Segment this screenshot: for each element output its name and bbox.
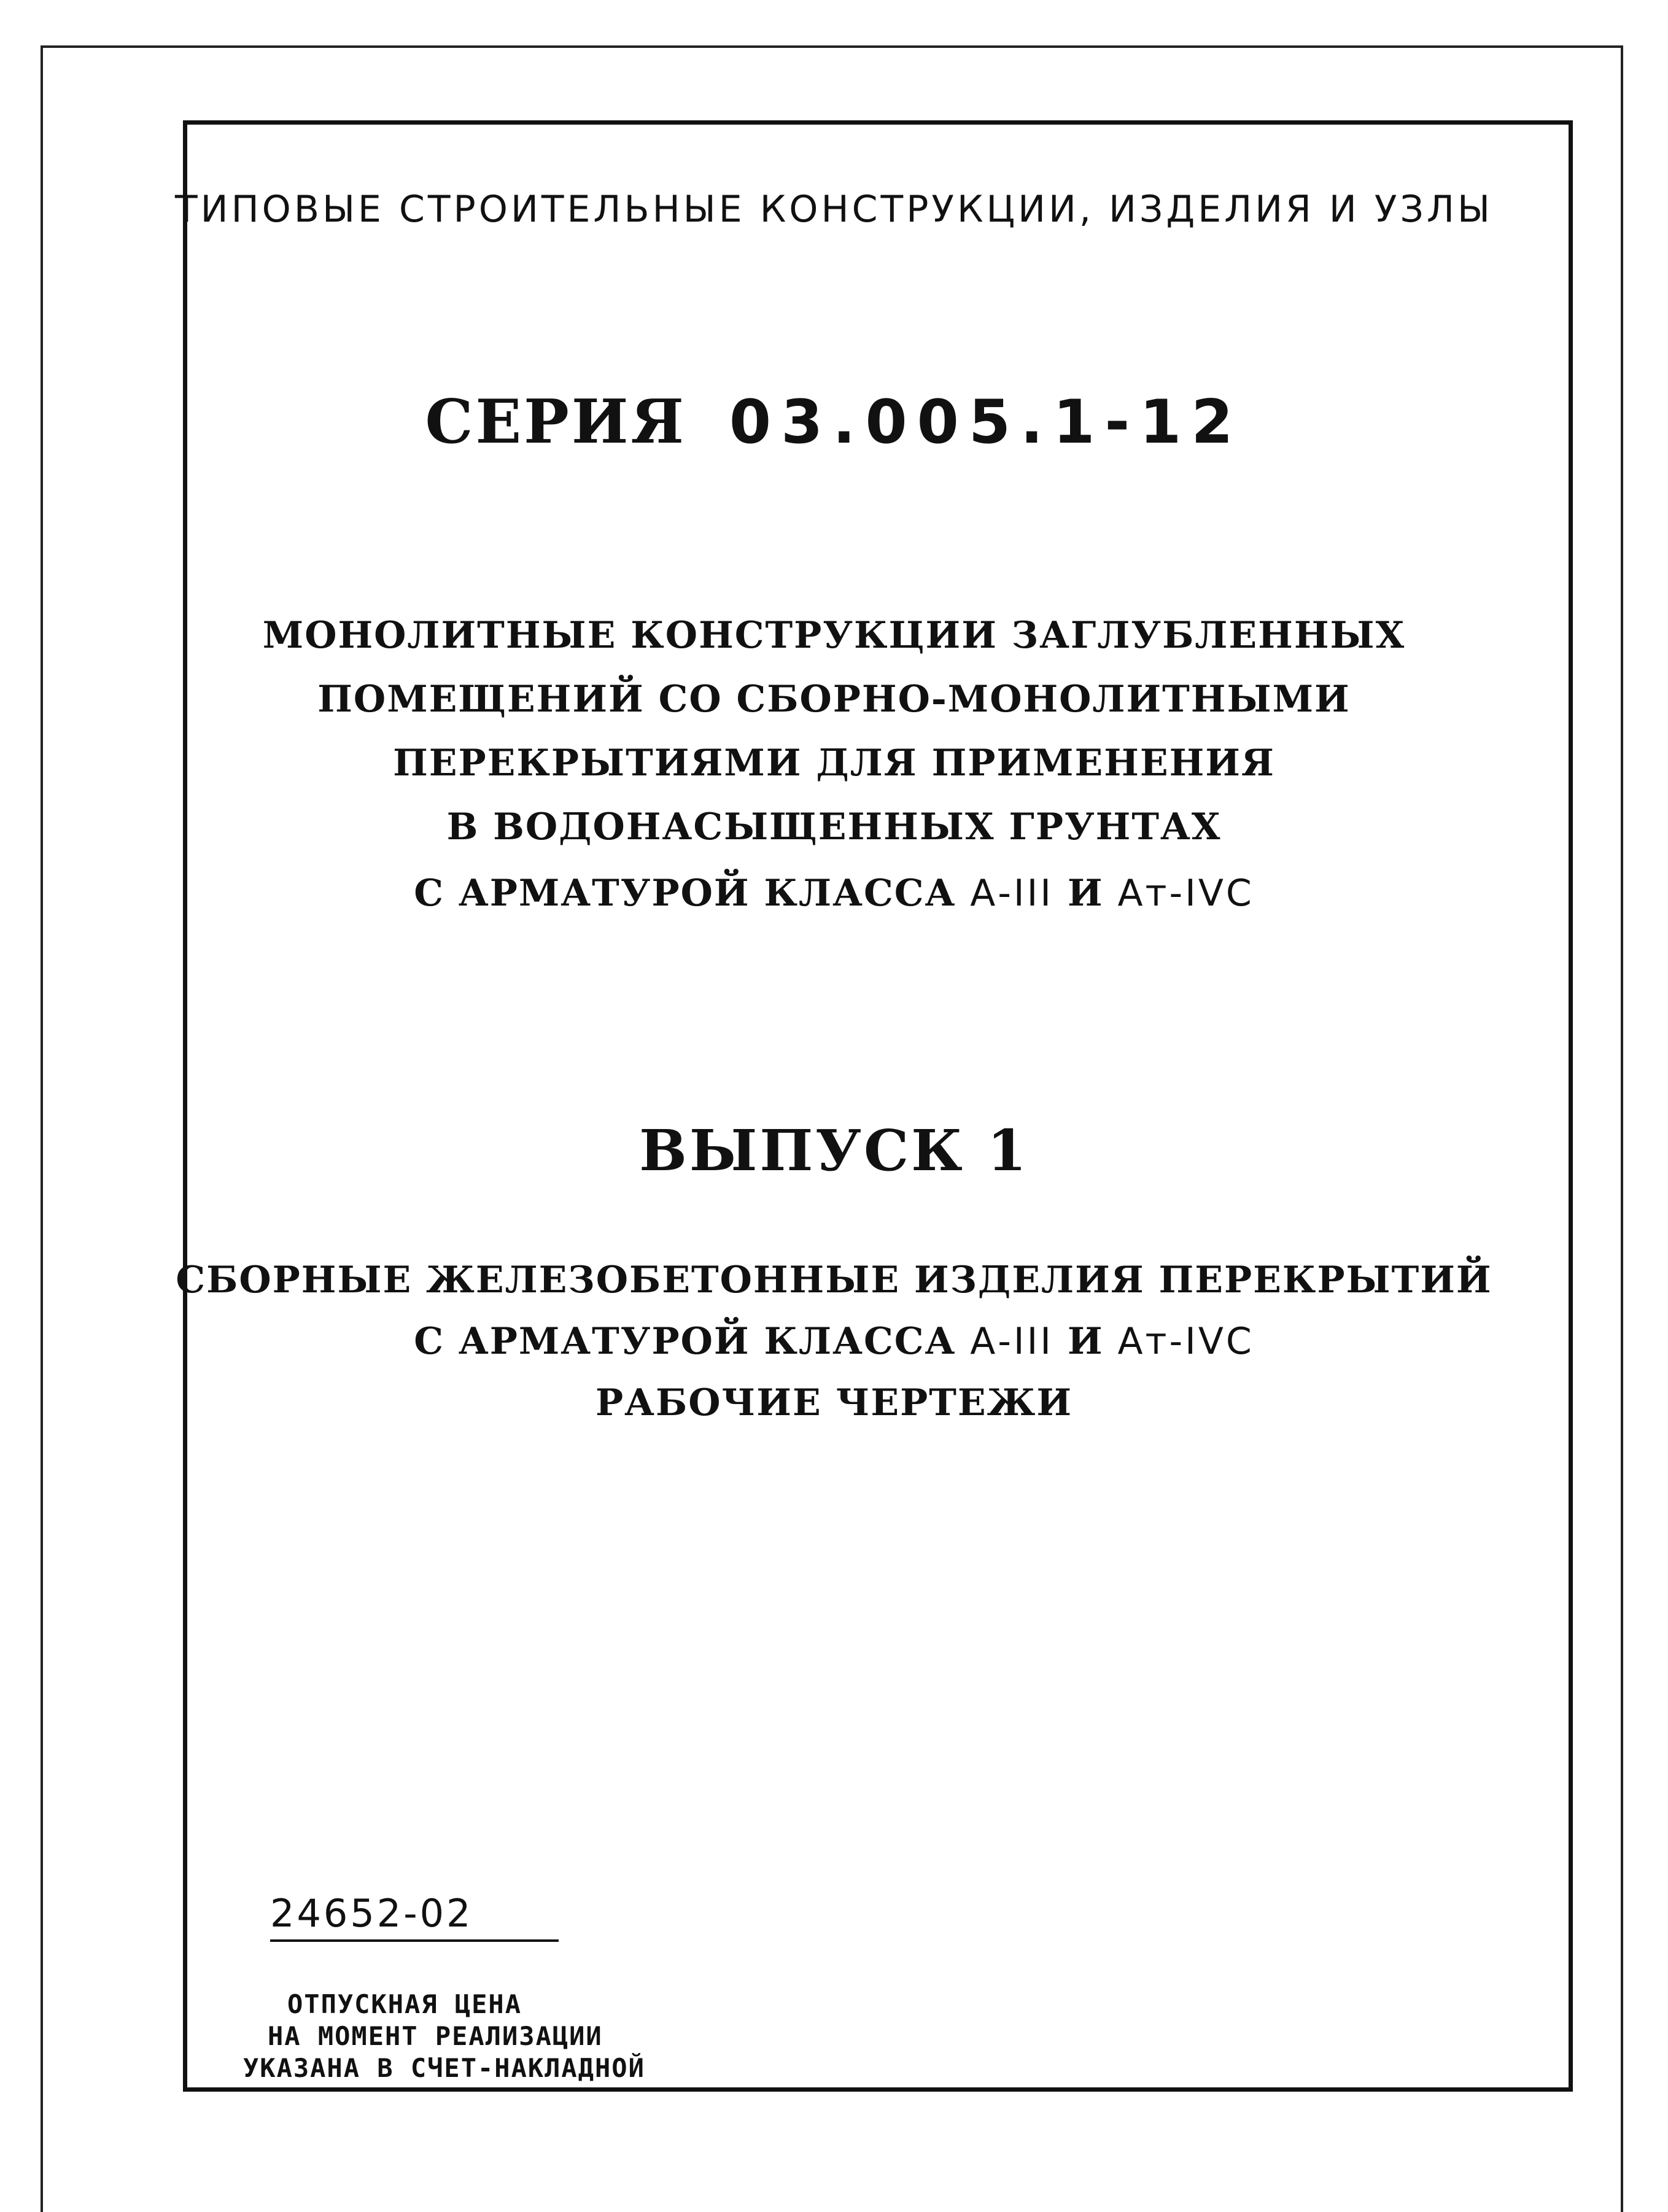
issue-number: 1 (987, 1117, 1029, 1184)
subtitle-reinforcement-text: С АРМАТУРОЙ КЛАССА (414, 1320, 956, 1363)
issue-heading (0, 1117, 1668, 1184)
series-heading (0, 387, 1668, 457)
price-note-line-1: ОТПУСКНАЯ ЦЕНА (287, 1989, 522, 2019)
class-a3: А-III (970, 872, 1053, 915)
description-line-5 (0, 872, 1668, 915)
description-line-1: МОНОЛИТНЫЕ КОНСТРУКЦИИ ЗАГЛУБЛЕННЫХ (262, 614, 1406, 657)
subtitle-class-a3: А-III (970, 1320, 1053, 1363)
document-code: 24652-02 (270, 1891, 559, 1942)
subtitle-class-at4c: Ат-IVС (1117, 1320, 1254, 1363)
series-number: 03.005.1-12 (729, 387, 1243, 457)
conjunction: И (1067, 872, 1104, 915)
class-at4c: Ат-IVС (1117, 872, 1254, 915)
working-drawings-label: РАБОЧИЕ ЧЕРТЕЖИ (595, 1381, 1073, 1424)
issue-label: ВЫПУСК (639, 1117, 965, 1184)
reinforcement-text: С АРМАТУРОЙ КЛАССА (414, 872, 956, 915)
series-label: СЕРИЯ (425, 387, 686, 457)
subtitle-line-2 (0, 1320, 1668, 1363)
price-note-line-3: УКАЗАНА В СЧЕТ-НАКЛАДНОЙ (243, 2053, 645, 2083)
collection-title: ТИПОВЫЕ СТРОИТЕЛЬНЫЕ КОНСТРУКЦИИ, ИЗДЕЛИЯ И УЗЛЫ (175, 188, 1493, 231)
description-line-2: ПОМЕЩЕНИЙ СО СБОРНО-МОНОЛИТНЫМИ (317, 678, 1351, 721)
description-line-3: ПЕРЕКРЫТИЯМИ ДЛЯ ПРИМЕНЕНИЯ (393, 742, 1275, 785)
price-note-line-2: НА МОМЕНТ РЕАЛИЗАЦИИ (268, 2021, 603, 2051)
subtitle-line-1: СБОРНЫЕ ЖЕЛЕЗОБЕТОННЫЕ ИЗДЕЛИЯ ПЕРЕКРЫТИЙ (176, 1259, 1492, 1302)
subtitle-conjunction: И (1067, 1320, 1104, 1363)
description-line-4: В ВОДОНАСЫЩЕННЫХ ГРУНТАХ (446, 805, 1222, 848)
